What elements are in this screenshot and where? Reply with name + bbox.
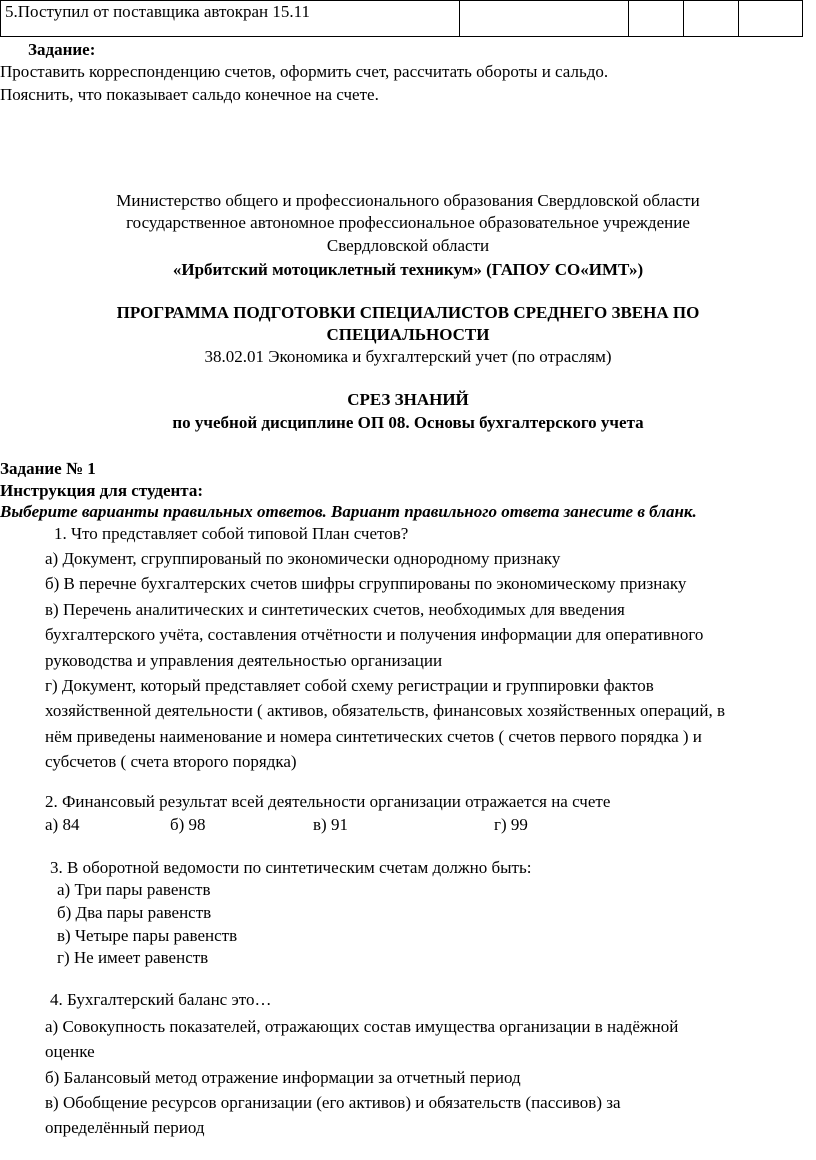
program-title-line-2: СПЕЦИАЛЬНОСТИ bbox=[326, 325, 490, 344]
q1-option-b: б) В перечне бухгалтерских счетов шифры сгруппированы по экономическому признаку bbox=[45, 574, 687, 593]
q4-option-a-cont: оценке bbox=[45, 1042, 95, 1061]
q1-option-d: г) Документ, который представляет собой схему регистрации и группировки фактов bbox=[45, 676, 654, 695]
question-4: 4. Бухгалтерский баланс это… bbox=[50, 990, 272, 1009]
task-heading: Задание: bbox=[28, 40, 96, 59]
task-line-1: Проставить корреспонденцию счетов, оформить счет, рассчитать обороты и сальдо. bbox=[0, 62, 609, 81]
q2-option-d: г) 99 bbox=[494, 815, 528, 834]
table-cell bbox=[460, 1, 629, 37]
q1-option-d-cont: нём приведены наименование и номера синтетических счетов ( счетов первого порядка ) и bbox=[45, 727, 702, 746]
region-line: Свердловской области bbox=[326, 236, 490, 255]
q4-option-c-cont: определённый период bbox=[45, 1118, 205, 1137]
specialty-line: 38.02.01 Экономика и бухгалтерский учет (по отраслям) bbox=[204, 347, 612, 366]
q1-option-c-cont: бухгалтерского учёта, составления отчётности и получения информации для оперативного bbox=[45, 625, 704, 644]
q3-option-a: а) Три пары равенств bbox=[57, 880, 211, 899]
college-name: «Ирбитский мотоциклетный техникум» (ГАПОУ СО«ИМТ») bbox=[172, 260, 644, 279]
test-subtitle: по учебной дисциплине ОП 08. Основы бухгалтерского учета bbox=[172, 413, 644, 432]
q3-option-d: г) Не имеет равенств bbox=[57, 948, 209, 967]
table-cell-operation: 5.Поступил от поставщика автокран 15.11 bbox=[1, 1, 460, 37]
q1-option-a: а) Документ, сгруппированый по экономически однородному признаку bbox=[45, 549, 561, 568]
assignment-number: Задание № 1 bbox=[0, 459, 96, 478]
instruction-label: Инструкция для студента: bbox=[0, 481, 204, 500]
q1-option-c-cont: руководства и управления деятельностью организации bbox=[45, 651, 443, 670]
q1-option-d-cont: хозяйственной деятельности ( активов, обязательств, финансовых хозяйственных операций, в bbox=[45, 701, 725, 720]
instruction-text: Выберите варианты правильных ответов. Вариант правильного ответа занесите в бланк. bbox=[0, 502, 697, 521]
operations-table bbox=[0, 0, 803, 37]
q2-option-b: б) 98 bbox=[170, 815, 206, 834]
question-1: 1. Что представляет собой типовой План счетов? bbox=[54, 524, 409, 543]
table-cell bbox=[684, 1, 739, 37]
q3-option-c: в) Четыре пары равенств bbox=[57, 926, 238, 945]
ministry-line: Министерство общего и профессионального образования Свердловской области bbox=[116, 191, 700, 210]
test-title: СРЕЗ ЗНАНИЙ bbox=[347, 390, 469, 409]
q2-option-c: в) 91 bbox=[313, 815, 348, 834]
question-3: 3. В оборотной ведомости по синтетическим счетам должно быть: bbox=[50, 858, 532, 877]
q3-option-b: б) Два пары равенств bbox=[57, 903, 212, 922]
q4-option-c: в) Обобщение ресурсов организации (его активов) и обязательств (пассивов) за bbox=[45, 1093, 621, 1112]
institution-line: государственное автономное профессиональное образовательное учреждение bbox=[126, 213, 690, 232]
table-cell bbox=[739, 1, 803, 37]
q4-option-b: б) Балансовый метод отражение информации за отчетный период bbox=[45, 1068, 521, 1087]
q4-option-a: а) Совокупность показателей, отражающих состав имущества организации в надёжной bbox=[45, 1017, 679, 1036]
q1-option-c: в) Перечень аналитических и синтетических счетов, необходимых для введения bbox=[45, 600, 625, 619]
table-row bbox=[1, 1, 803, 37]
question-2: 2. Финансовый результат всей деятельности организации отражается на счете bbox=[45, 792, 611, 811]
q1-option-d-cont: субсчетов ( счета второго порядка) bbox=[45, 752, 297, 771]
q2-option-a: а) 84 bbox=[45, 815, 80, 834]
program-title-line-1: ПРОГРАММА ПОДГОТОВКИ СПЕЦИАЛИСТОВ СРЕДНЕГО ЗВЕНА ПО bbox=[116, 303, 700, 322]
table-cell bbox=[629, 1, 684, 37]
task-line-2: Пояснить, что показывает сальдо конечное на счете. bbox=[0, 85, 379, 104]
